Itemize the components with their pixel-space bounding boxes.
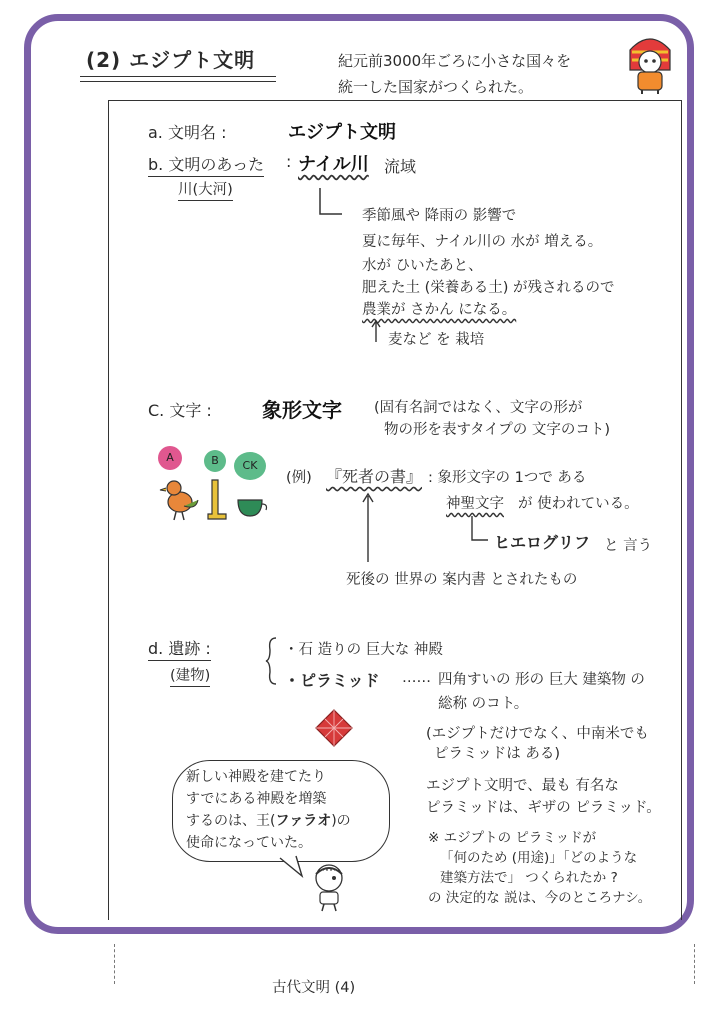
- civilization-name: エジプト文明: [288, 122, 396, 143]
- sacred-script: 神聖文字: [446, 496, 504, 512]
- pyramid-item: ・ピラミッド: [284, 671, 380, 690]
- pyramid-icon: [314, 708, 354, 748]
- intro-line-1: 紀元前3000年ごろに小さな国々を: [338, 52, 572, 70]
- speech-line-3: [186, 810, 351, 832]
- footer-cut-mark-right: [694, 944, 695, 984]
- nile-note-3: 水が ひいたあと、: [362, 258, 483, 274]
- example-text-1: : 象形文字の 1つで ある: [428, 470, 587, 486]
- example-prefix: (例): [286, 470, 312, 486]
- hieroglyph-term: ヒエログリフ: [494, 533, 591, 552]
- script-desc-1: (固有名詞ではなく、文字の形が: [374, 400, 583, 416]
- caution-3: 建築方法で」 つくられたか ?: [440, 870, 618, 886]
- speech-line-3-end: )の: [331, 813, 351, 829]
- hieroglyph-suffix: と 言う: [604, 538, 653, 554]
- intro-line-2: 統一した国家がつくられた。: [338, 78, 534, 96]
- pyramid-desc-2: 総称 のコト。: [438, 696, 529, 712]
- speech-line-4: 使命になっていた。: [186, 835, 312, 851]
- section-d-brace: [264, 636, 280, 686]
- section-a-label: a. 文明名 :: [148, 123, 227, 142]
- page-title: (2) エジプト文明: [86, 48, 256, 72]
- bird-hieroglyph-icon: [160, 476, 200, 520]
- script-desc-2: 物の形を表すタイプの 文字のコト): [384, 422, 611, 438]
- crop-note: 麦など を 栽培: [388, 332, 485, 348]
- section-c-label: C. 文字 :: [148, 401, 212, 420]
- river-pointer-arrow: [316, 186, 346, 220]
- leg-hieroglyph-icon: [206, 478, 230, 520]
- nile-note-5: 農業が さかん になる。: [362, 302, 517, 318]
- pharaoh-term: ファラオ: [275, 813, 332, 829]
- nile-note-4: 肥えた土 (栄養ある土) が残されるので: [362, 280, 615, 296]
- temple-item: ・石 造りの 巨大な 神殿: [284, 642, 443, 658]
- title-underline-second: [80, 81, 276, 82]
- speech-line-1: 新しい神殿を建てたり: [186, 769, 326, 785]
- mascot-pharaoh-illustration: [622, 30, 678, 94]
- page-number-label: 古代文明 (4): [272, 980, 356, 996]
- famous-pyramid-1: エジプト文明で、最も 有名な: [426, 778, 619, 794]
- title-underline: [80, 76, 276, 77]
- pyramid-note-2: ピラミッドは ある): [434, 746, 560, 762]
- speech-line-2: すでにある神殿を増築: [186, 791, 327, 807]
- explorer-character-illustration: [304, 862, 354, 912]
- book-note: 死後の 世界の 案内書 とされたもの: [346, 572, 578, 588]
- caution-4: の 決定的な 説は、今のところナシ。: [428, 890, 652, 906]
- speech-line-3-start: するのは、王(: [186, 813, 276, 829]
- section-b-colon: :: [286, 152, 292, 171]
- section-b-sublabel: 川(大河): [178, 178, 233, 201]
- bubble-b: B: [204, 450, 226, 472]
- crop-pointer-arrow: [370, 318, 390, 344]
- book-of-the-dead: 『死者の書』: [326, 467, 423, 486]
- example-text-2: が 使われている。: [518, 496, 639, 512]
- book-pointer-arrow: [360, 492, 376, 564]
- section-b-label: b. 文明のあった: [148, 152, 264, 177]
- hieroglyph-pointer-arrow: [468, 514, 492, 548]
- famous-pyramid-2: ピラミッドは、ギザの ピラミッド。: [426, 800, 661, 816]
- river-basin: 流域: [384, 157, 417, 176]
- caution-2: 「何のため (用途)」「どのような: [440, 850, 638, 866]
- basket-hieroglyph-icon: [236, 496, 268, 518]
- pyramid-desc-1: 四角すいの 形の 巨大 建築物 の: [438, 672, 645, 688]
- caution-1: ※ エジプトの ピラミッドが: [428, 830, 597, 846]
- section-d-sublabel: (建物): [170, 664, 210, 687]
- bubble-ck: CK: [234, 452, 266, 480]
- bubble-a: A: [158, 446, 182, 470]
- speech-bubble-tail: [280, 856, 304, 878]
- nile-note-1: 季節風や 降雨の 影響で: [362, 208, 517, 224]
- section-d-label: d. 遺跡 :: [148, 636, 211, 661]
- nile-note-2: 夏に毎年、ナイル川の 水が 増える。: [362, 234, 603, 250]
- pyramid-note-1: (エジプトだけでなく、中南米でも: [426, 726, 649, 742]
- footer-cut-mark-left: [114, 944, 115, 984]
- script-name: 象形文字: [262, 398, 342, 422]
- pyramid-dots: ……: [402, 670, 431, 686]
- river-name: ナイル川: [298, 154, 369, 175]
